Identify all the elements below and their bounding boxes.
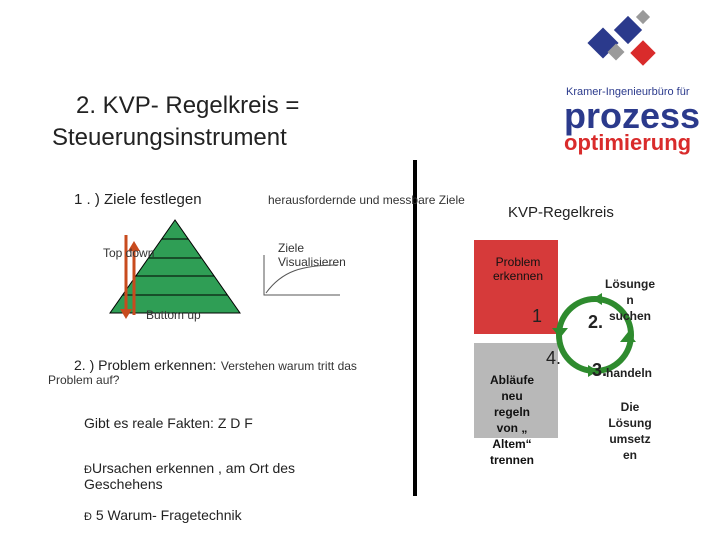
visualize-label-line2: Visualisieren	[278, 255, 346, 269]
bullet-five-why	[84, 507, 242, 523]
implement-line2: Lösung	[608, 416, 652, 430]
processes-box-label	[474, 372, 550, 468]
logo-subtitle: Kramer-Ingenieurbüro für	[566, 86, 690, 98]
processes-line1: Abläufe	[489, 373, 534, 387]
step1-label: 1 . ) Ziele festlegen	[74, 191, 202, 208]
processes-line2: neu	[501, 389, 523, 403]
bottom-up-label: Buttom up	[146, 308, 201, 322]
trend-curve-icon	[262, 255, 342, 297]
step2-heading: 2. ) Problem erkennen:	[74, 357, 217, 373]
implement-line1: Die	[620, 400, 640, 414]
solutions-line3: suchen	[608, 309, 651, 323]
arrow-bullet-icon: Ð	[84, 511, 92, 523]
cycle-step-3: 3.	[592, 360, 608, 380]
kvp-heading: KVP-Regelkreis	[508, 204, 614, 221]
logo-word-prozess: prozess	[564, 95, 701, 136]
arrow-bullet-icon: Ð	[84, 464, 92, 476]
page-title-line1: 2. KVP- Regelkreis =	[76, 92, 300, 119]
implement-label	[598, 399, 662, 463]
logo-word-optimierung: optimierung	[564, 130, 692, 155]
page-title-line2: Steuerungsinstrument	[52, 124, 287, 151]
company-logo	[552, 6, 712, 156]
solutions-line1: Lösunge	[605, 277, 655, 291]
top-down-label: Top down	[103, 246, 155, 260]
processes-line6: trennen	[489, 453, 534, 467]
problem-box-label	[474, 255, 562, 283]
vertical-divider	[413, 160, 417, 496]
problem-label-line1: Problem	[495, 255, 541, 269]
cycle-step-2: 2.	[588, 312, 604, 332]
implement-line4: en	[622, 448, 637, 462]
problem-label-line2: erkennen	[492, 269, 544, 283]
visualize-label-line1: Ziele	[278, 241, 305, 255]
bullet-causes-line1: Ursachen erkennen , am Ort des	[91, 460, 296, 476]
implement-line3: umsetz	[609, 432, 651, 446]
goal-pyramid	[100, 215, 250, 320]
processes-line4: von „	[496, 421, 528, 435]
cycle-step-4: 4.	[546, 348, 562, 368]
act-label: handeln	[606, 366, 653, 380]
processes-line5: Altem“	[492, 437, 532, 451]
cycle-step-1: 1	[532, 306, 543, 326]
facts-text: Gibt es reale Fakten: Z D F	[84, 415, 253, 431]
processes-line3: regeln	[493, 405, 530, 419]
bullet-causes	[84, 460, 344, 492]
solutions-line2: n	[626, 293, 634, 307]
step1-description: herausfordernde und messbare Ziele	[268, 193, 465, 207]
bullet-five-why-text: 5 Warum- Fragetechnik	[95, 507, 242, 523]
step2-line2: Problem auf?	[48, 373, 120, 387]
step2-question: Verstehen warum tritt das	[220, 359, 357, 373]
bullet-causes-line2: Geschehens	[84, 476, 163, 492]
solutions-label	[600, 276, 660, 324]
